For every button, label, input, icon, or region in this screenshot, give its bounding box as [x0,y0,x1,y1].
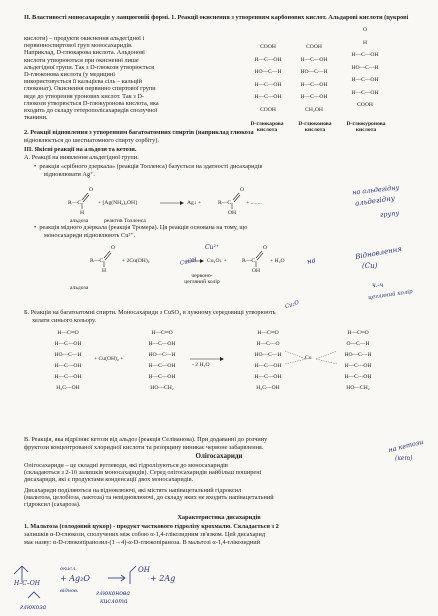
formula-row: HO—C—H [351,64,379,71]
disacch-line-3: має назву: α-D-глюкопіранозил-(1→4)-α-D-глюкопіраноза. В мальтозі α-1,4-глікозидний [24,539,261,546]
chelate-formula-row: H—C—OH [344,363,372,369]
formula-row: H—C—OH [300,94,328,100]
formula-row: O [362,27,368,33]
glucaric-acid-name: D-глюкарова кислота [250,121,284,134]
chelate-formula-row: HO—C—H [148,352,176,358]
tollens-label-aldose: альдоза [70,218,89,224]
section-b-line-2: хелати синього кольору. [32,317,97,324]
section-ii-line: первинноспиртової груп моносахаридів. [24,42,133,50]
section-ii-line: D-глюконова кислота (у медицині [24,71,115,79]
oligo-line: гідроксил (сахароза). [24,501,81,509]
oligo-line: Олігосахариди – це складні вуглеводи, які гідролізуються до моносахаридів [24,462,228,469]
chelate-formula-row: H—C—OH [148,341,176,347]
handwritten-note-2: альдегідну [354,194,396,208]
formula-row: HO—C—H [300,69,328,75]
chelate-reaction: H—C═O H—C—OH HO—C—H H—C—OH H—C—OH H₂C—OH + Cu(OH)₂ + H—C═O H—C—OH HO—C—H H—C—OH H—C—OH HO—CH₂ - 2 H₂O H—C═O H—C—O HO—C—H H—C—OH H—C—OH H₂C—OH Cu H—C═O O—C—H HO—C—H H—C—OH H—C—OH HO—CH₂ [50,328,390,428]
formula-row: H—C—OH [351,89,379,96]
handwritten-note-11: Cu₂O [284,299,301,311]
chelate-formula-row: H—C—OH [254,374,282,380]
handwritten-note-13: (кет) [395,455,413,462]
section-ii-line: входить до складу гетерополісахаридів сполучної [24,107,158,115]
handwritten-note-7: на [306,256,317,266]
handwritten-note-5: Відновлення [354,244,403,262]
gluconic-acid-name: D-глюконова кислота [298,121,332,134]
oligo-line: Дисахариди поділяються на відновлюючі, які містять напівацетальний гідроксил [24,487,242,494]
chelate-formula-row: O—C—H [346,341,370,347]
formula-row: COOH [260,44,276,50]
handwritten-note-15: віднов. [60,588,79,594]
trommer-label-aldose: альдоза [70,285,89,291]
formula-row: H—C—OH [351,52,379,58]
section-a-heading: А. Реакції на виявлення альдегідної групи. [24,154,139,161]
formula-row: H—C—OH [300,81,328,88]
formula-row: H [362,39,368,46]
handwritten-note-8: CuOH [179,257,198,267]
disacch-line-2: залишків α-D-глюкози, сполучених між собою α-1,4-глікозидним зв'язком. Цей дисахарид [24,531,266,538]
oligo-line: (мальтоза, целобіоза, лактоза) та невідновлюючі, до складу яких не входить напівацетальний [24,494,274,502]
oligo-title: Олігосахариди [195,452,243,460]
oligo-line: (складаються з 2-10 залишків моносахаридів). Серед олігосахаридів найбільш поширені [24,469,262,477]
handwritten-note-17: глюконова [96,590,130,597]
chelate-formula-row: HO—C—H [54,352,82,358]
section-ii-line: кислоти) – продукти окиснення альдегідної і [24,35,145,42]
formula-row: HO—C—H [254,69,282,75]
chelate-formula-row: HO—C—H [254,352,282,358]
tollens-equation: O H R—C + [Ag(NH₃)₂OH] Ag↓ + R—C O OH + ........ альдоза реактив Толленса [60,185,320,225]
disacch-title: Характеристика дисахаридів [177,514,261,521]
chelate-formula-row: H₂C—OH [56,385,80,391]
trommer-bullet-line-1: • реакція мідного дзеркала (реакція Тромера). Ця реакція основана на тому, що [34,224,248,231]
formula-row: CH₂OH [305,106,323,113]
glucuronic-acid-name: D-глюкуронова кислота [346,121,386,134]
chelate-formula-row: H—C═O [57,330,79,336]
chelate-formula-row: HO—CH₂ [150,385,174,391]
handwritten-note-19: глюкоза [20,604,47,611]
handwritten-note-18: кислота [100,598,128,605]
handwritten-note-6: (Cu) [362,262,378,270]
formula-row: COOH [260,106,276,113]
handwritten-note-16: + 2Ag [150,574,176,583]
trommer-equation: O H R—C + 2Cu(OH)₂ Cu₂O↓ + R—C O OH + H₂O альдоза червоно-цегляний колір [90,243,330,303]
section-ii-line: кислоти утворюються при окисненні лише [24,56,139,64]
reduction-line-1: 2. Реакції відновлення з утворенням багатоатомних спиртів (наприклад глюкоза [24,129,254,136]
chelate-formula-row: H—C—OH [54,363,82,369]
handwritten-note-10: цегляний колір [367,288,414,302]
chelate-formula-row: H—C—OH [54,374,82,380]
chelate-formula-row: H—C—O [256,341,280,347]
formula-row: H—C—OH [254,94,282,100]
disacch-line-1: 1. Мальтоза (солодовий цукор) - продукт часткового гідролізу крохмалю. Складається з 2 [24,523,279,530]
formula-row: COOH [357,102,373,108]
handwritten-note-9: ч.-ч [372,282,384,289]
chelate-formula-row: H—C—OH [148,374,176,380]
tollens-label-reagent: реактив Толленса [104,218,146,224]
chelate-formula-row: H—C═O [151,330,173,336]
section-c-line-2: фруктози концентрованої хлоридної кислоти та резорцину виникає червоне забарвлення. [24,444,264,451]
section-ii-line: тканини. [24,114,48,122]
chelate-formula-row: H—C—OH [148,363,176,369]
section-ii-line: альдегідної групи. Так з D-глюкози утворюється [24,63,155,71]
trommer-label-color: червоно-цегляний колір [184,273,220,286]
chelate-formula-row: H—C═O [257,330,279,336]
formula-row: H—C—OH [254,81,282,88]
tollens-bullet-line-1: • реакція «срібного дзеркала» (реакція Толленса) базується на здатності дисахаридів [34,163,263,170]
section-ii-line: використовується її кальцієва сіль – кальцій [24,78,143,86]
handwritten-note-14: окисл. [60,566,77,572]
chelate-formula-row: HO—CH₂ [346,385,370,391]
oligo-line: дисахариди, які є продуктами конденсації двох моносахаридів. [24,476,194,484]
chelate-formula-row: HO—C—H [344,352,372,358]
tollens-bullet-line-2: відновлювати Ag⁺. [44,171,95,178]
chelate-formula-row: H—C—OH [344,374,372,380]
handwritten-note-4: Cu²⁺ [205,244,220,251]
formula-row: COOH [306,44,322,50]
section-b-line-1: Б. Реакція на багатоатомні спирти. Моносахариди з CuSO₄ в лужному середовищі утворюють [24,309,276,316]
reduction-line-2: відновлюється до шестиатомного спирту сорбіту). [24,137,159,144]
section-iii-title: III. Якісні реакції на альдози та кетози. [24,146,137,153]
handwritten-note-12: на кетози [387,437,425,455]
formula-row: H—C—OH [300,56,328,63]
section-ii-line: глюконат). Окиснення первинно спиртової групи [24,85,156,93]
document-page: II. Властивості моносахаридів у ланцюговій формі. 1. Реакції окиснення з утворенням карбонових кислот. Альдарові кислоти (цукрові кислоти) – продукти окиснення альдегідної і первинноспиртової груп моносахаридів. Наприклад, D-глюкарова кислота. Альдонові кислоти утворюються при окисненні лише альдегідної групи. Так з D-глюкози утворюється D-глюконова кислота (у медицині використовується її кальцієва сіль – кальцій глюконат). Окиснення первинно спиртової групи веде до утворення уронових кислот. Так з D- глюкози утворюється D-глюкуронова кислота, яка входить до складу гетерополісахаридів сполучної тканини. COOH H—C—OH HO—C—H H—C—OH H—C—OH COOH COOH H—C—OH HO—C—H H—C—OH H—C—OH CH₂OH O H H—C—OH HO—C—H H—C—OH H—C—OH COOH D-глюкарова кислота D-глюконова кислота D-глюкуронова кислота 2. Реакції відновлення з утворенням багатоатомних спиртів (наприклад глюкоза відновлюється до шестиатомного спирту сорбіту). III. Якісні реакції на альдози та кетози. А. Реакції на виявлення альдегідної групи. • реакція «срібного дзеркала» (реакція Толленса) базується на здатності дисахаридів відновлювати Ag⁺. O H R—C + [Ag(NH₃)₂OH] Ag↓ + R—C O OH + ........ альдоза реактив Толленса • реакція мідного дзеркала (реакція Тромера). Ця реакція основана на тому, що моносахариди відновлюють Cu²⁺. O H R—C + 2Cu(OH)₂ Cu₂O↓ + R—C O OH + H₂O альдоза червоно-цегляний колір Б. Реакція на багатоатомні спирти. Моносахариди з CuSO₄ в лужному середовищі утворюють хелати синього кольору. H—C═O H—C—OH HO—C—H H—C—OH H—C—OH H₂C—OH + Cu(OH)₂ + H—C═O H—C—OH HO—C—H H—C—OH H—C—OH HO—CH₂ - 2 H₂O H—C═O H—C—O HO—C—H H—C—OH H—C—OH H₂C—OH Cu H—C═O O—C—H HO—C—H H—C—OH H—C—OH HO—CH₂ В. Реакція, яка відрізняє кетози від альдоз (реакція Селіванова). При додаванні до розчину фруктози концентрованої хлоридної кислоти та резорцину виникає червоне забарвлення. Олігосахариди Олігосахариди – це складні вуглеводи, які гідролізуються до моносахаридів (складаються з 2-10 залишків моносахаридів). Серед олігосахаридів найбільш поширені дисахариди, які є продуктами конденсації двох моносахаридів. Дисахариди поділяються на відновлюючі, які містять напівацетальний гідроксил (мальтоза, целобіоза, лактоза) та невідновлюючі, до складу яких не входить напівацетальний гідроксил (сахароза). Характеристика дисахаридів 1. Мальтоза (солодовий цукор) - продукт часткового гідролізу крохмалю. Складається з 2 залишків α-D-глюкози, сполучених між собою α-1,4-глікозидним зв'язком. Цей дисахарид має назву: α-D-глюкопіранозил-(1→4)-α-D-глюкопіраноза. В мальтозі α-1,4-глікозидний на альдегідну альдегідну групу Cu²⁺ Відновлення (Cu) на CuOH ч.-ч цегляний колір Cu₂O на кетози (кет) H–C–OH + Ag₂O OH + 2Ag глюконова кислота глюкоза окисл. віднов. [0,0,438,616]
chelate-formula-row: H—C—OH [54,341,82,347]
handwritten-note-3: групу [379,209,400,219]
section-ii-line: глюкози утворюється D-глюкуронова кислота, яка [24,99,159,107]
chelate-formula-row: H₂C—OH [256,385,280,391]
section-c-line-1: В. Реакція, яка відрізняє кетози від альдоз (реакція Селіванова). При додаванні до розчину [24,436,268,443]
formula-row: H—C—OH [351,77,379,83]
section-ii-line: Наприклад, D-глюкарова кислота. Альдонові [24,49,145,57]
trommer-bullet-line-2: моносахариди відновлюють Cu²⁺. [44,232,136,239]
handwritten-note-1: на альдегідну [351,183,400,197]
section-ii-title: II. Властивості моносахаридів у ланцюговій формі. 1. Реакції окиснення з утворенням карбонових кислот. Альдарові кислоти (цукрові [24,14,409,21]
section-ii-line: веде до утворення уронових кислот. Так з D- [24,92,144,100]
chelate-formula-row: H—C—OH [254,363,282,369]
chelate-formula-row: H—C═O [347,330,369,336]
formula-row: H—C—OH [254,56,282,63]
